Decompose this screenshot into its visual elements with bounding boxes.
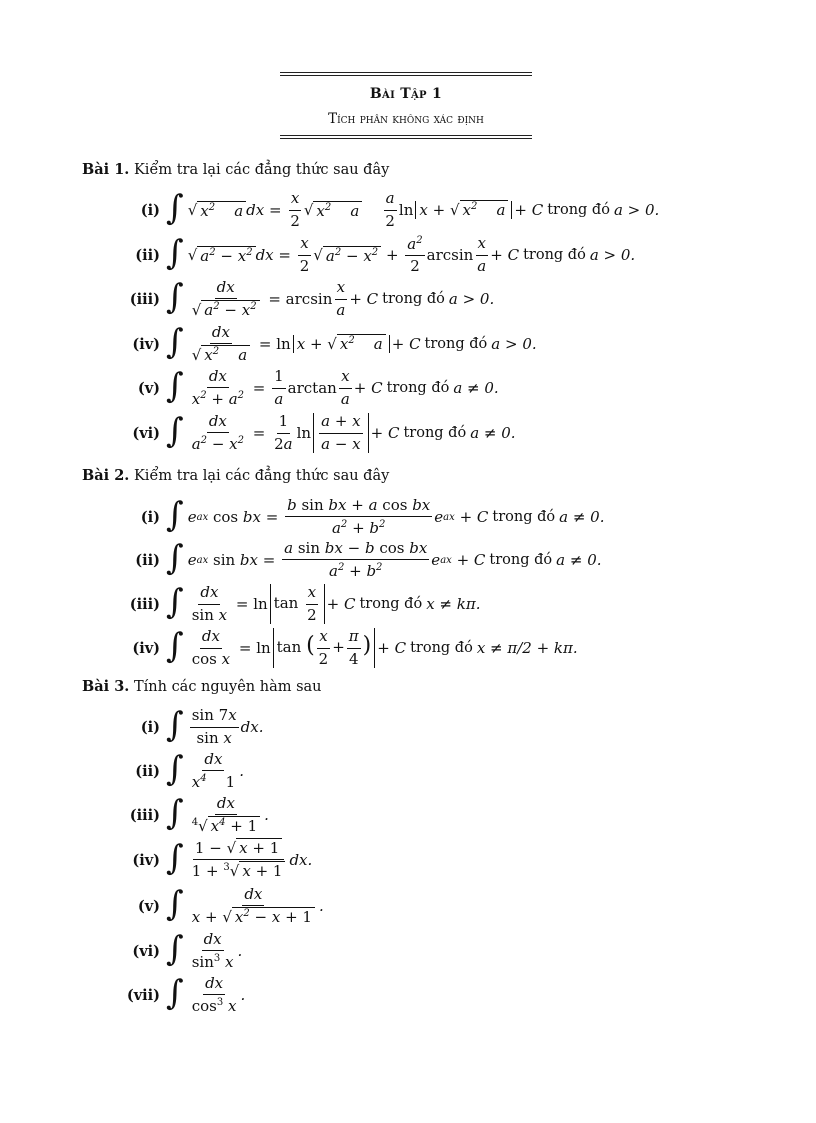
exercise-2-heading (82, 467, 389, 484)
page-subtitle: Tích phân không xác định (328, 111, 484, 127)
formula: ∫ $\frac{dx}{\text{sin x}}$ = ln tan $\frac{x}{2}$ + C trong đó x ≠ kπ. (166, 582, 481, 624)
exercise-2-item-1 (0, 497, 816, 537)
formula: ∫ $\frac{dx}{\text{cos x}}$ = ln tan ( $\frac{x}{2}$ + $\frac{\pi}{4}$ ) + C trong đó x ≠ π/2 + kπ. (166, 626, 578, 668)
exercise-3-item-4 (0, 840, 816, 880)
condition-text: trong đó (382, 291, 445, 307)
formula: ∫ $\frac{dx}{x + √ x^2 - x + 1}$ . (166, 884, 324, 926)
exercise-3-item-1 (0, 707, 816, 747)
exercise-2-item-2 (0, 540, 816, 580)
formula: ∫ √ $a^2 - x^2$ dx = $\frac{x}{2}$ √ $a^2 - x^2$ + $\frac{a^2}{2}$ arcsin $\frac{x}{a}$ + C trong đó a > 0. (166, 233, 636, 275)
formula: ∫ √ $x^2$ a dx = $\frac{x}{2}$ √ $x^2$ a $\frac{a}{2}$ ln x + √ $x^2$ a + C trong đó a > 0. (166, 188, 660, 230)
exercise-3-item-6 (0, 931, 816, 971)
exercise-label: Bài 1. (82, 161, 130, 178)
exercise-1-item-5 (0, 368, 816, 408)
exercise-1-item-6 (0, 413, 816, 453)
condition: a ≠ 0. (453, 379, 499, 397)
item-label: (vi) (132, 942, 160, 960)
formula: ∫ $\frac{dx}{√ x^2 a}$ = ln x + √ $x^2$ a + C trong đó a > 0. (166, 322, 537, 364)
exercise-1-item-4 (0, 324, 816, 364)
formula: ∫ $\frac{dx}{\sin^3 x}$ . (166, 929, 243, 971)
item-label: (v) (137, 379, 160, 397)
item-label: (iii) (129, 806, 160, 824)
item-label: (iv) (132, 639, 160, 657)
exercise-1-item-1 (0, 190, 816, 230)
bottom-rule (280, 135, 532, 139)
formula: ∫ e ax sin bx = $\frac{\text{a sin bx − b cos bx}}{a^2 + b^2}$ e ax + C trong đó a ≠ 0. (166, 538, 602, 580)
item-label: (ii) (135, 551, 160, 569)
exercise-label: Bài 3. (82, 678, 130, 695)
exercise-text: Kiểm tra lại các đẳng thức sau đây (133, 162, 390, 178)
formula: ∫ $\frac{dx}{x^4 1}$ . (166, 749, 244, 791)
condition-text: trong đó (359, 596, 423, 612)
condition: a > 0. (589, 246, 636, 264)
condition: a ≠ 0. (556, 551, 602, 569)
condition: a ≠ 0. (559, 508, 605, 526)
item-label: (iii) (129, 290, 160, 308)
condition: a ≠ 0. (470, 424, 516, 442)
item-label: (iv) (132, 335, 160, 353)
item-label: (i) (140, 201, 160, 219)
item-label: (iii) (129, 595, 160, 613)
exercise-3-item-3 (0, 795, 816, 835)
formula: ∫ $\frac{\sin 7x}{\text{sin x}}$ dx. (166, 705, 264, 747)
formula: ∫ $\frac{dx}{\cos^3 x}$ . (166, 973, 246, 1015)
top-rule (280, 72, 532, 76)
item-label: (vii) (126, 986, 160, 1004)
exercise-label: Bài 2. (82, 467, 130, 484)
condition-text: trong đó (547, 202, 610, 218)
formula: ∫ e ax cos bx = $\frac{\text{b sin bx + a cos bx}}{a^2 + b^2}$ e ax + C trong đó a ≠ 0. (166, 495, 605, 537)
exercise-3-item-7 (0, 975, 816, 1015)
condition-text: trong đó (386, 380, 450, 396)
exercise-3-item-5 (0, 886, 816, 926)
condition: a > 0. (491, 335, 537, 353)
condition-text: trong đó (403, 425, 467, 441)
condition-text: trong đó (410, 640, 473, 656)
item-label: (ii) (135, 246, 160, 264)
exercise-3-heading (82, 678, 322, 695)
item-label: (i) (140, 508, 160, 526)
exercise-2-item-3 (0, 584, 816, 624)
exercise-text: Tính các nguyên hàm sau (133, 679, 322, 695)
formula: ∫ $\frac{dx}{x^2 + a^2}$ = $\frac{1}{a}$ arctan $\frac{x}{a}$ + C trong đó a ≠ 0. (166, 366, 499, 408)
condition: x ≠ π/2 + kπ. (476, 639, 578, 657)
condition-text: trong đó (424, 336, 488, 352)
item-label: (vi) (132, 424, 160, 442)
exercise-text: Kiểm tra lại các đẳng thức sau đây (133, 468, 390, 484)
item-label: (iv) (132, 851, 160, 869)
condition: a > 0. (613, 201, 660, 219)
title-block (280, 72, 532, 139)
condition-text: trong đó (523, 247, 586, 263)
page-title: Bài Tập 1 (369, 86, 443, 102)
condition: x ≠ kπ. (426, 595, 481, 613)
item-label: (i) (140, 718, 160, 736)
condition-text: trong đó (492, 509, 556, 525)
item-label: (ii) (135, 762, 160, 780)
formula: ∫ $\frac{dx}{√ a^2 - x^2}$ = arcsin $\frac{x}{a}$ + C trong đó a > 0. (166, 277, 495, 319)
exercise-1-item-2 (0, 235, 816, 275)
item-label: (v) (137, 897, 160, 915)
exercise-1-heading (82, 161, 389, 178)
condition-text: trong đó (489, 552, 553, 568)
exercise-3-item-2 (0, 751, 816, 791)
exercise-1-item-3 (0, 279, 816, 319)
formula: ∫ $\frac{dx}{^4√ x^4 + 1}$ . (166, 793, 269, 835)
formula: ∫ $\frac{1 - √ x + 1}{1 + ^3√ x + 1}$ dx. (166, 838, 313, 880)
condition: a > 0. (448, 290, 495, 308)
exercise-2-item-4 (0, 628, 816, 668)
formula: ∫ $\frac{dx}{a^2 - x^2}$ = $\frac{1}{2a}$ ln $\frac{a + x}{a - x}$ + C trong đó a ≠ 0. (166, 411, 516, 453)
